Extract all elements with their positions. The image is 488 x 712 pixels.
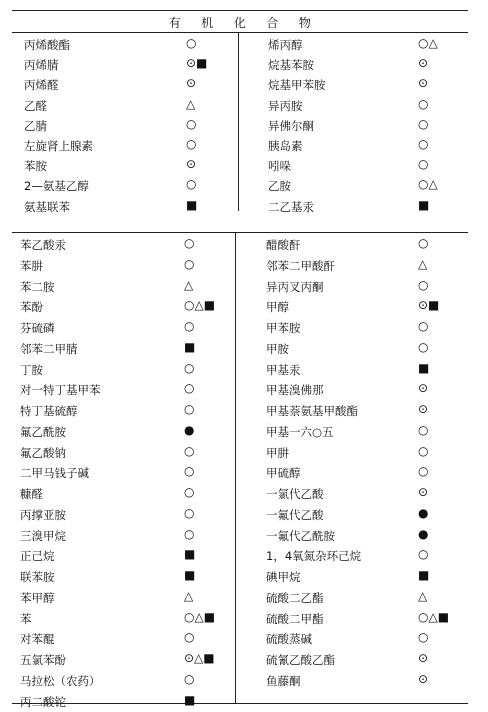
hazard-symbol: ⊙ xyxy=(418,672,428,686)
top-left-column xyxy=(24,35,234,217)
table-row xyxy=(20,567,232,588)
compound-name: 甲醇 xyxy=(266,299,289,315)
hazard-symbol: ⊙△■ xyxy=(184,651,215,665)
compound-name: 乙腈 xyxy=(24,118,47,134)
hazard-symbol: ■ xyxy=(418,568,429,582)
hazard-symbol: △ xyxy=(418,589,427,603)
table-row xyxy=(24,176,234,196)
table-row xyxy=(20,546,232,567)
hazard-symbol: △ xyxy=(184,589,193,603)
compound-name: 联苯胺 xyxy=(20,569,55,585)
hazard-symbol: ○ xyxy=(418,137,428,151)
compound-name: 马拉松（农药） xyxy=(20,673,101,689)
hazard-symbol: ○ xyxy=(184,506,194,520)
compound-name: 醋酸酐 xyxy=(266,237,301,253)
compound-name: 糠醛 xyxy=(20,486,43,502)
hazard-symbol: ○ xyxy=(418,319,428,333)
table-row xyxy=(266,318,468,339)
table-row xyxy=(266,297,468,318)
hazard-symbol: ○ xyxy=(418,97,428,111)
compound-name: 甲基汞 xyxy=(266,362,301,378)
compound-name: 丙撑亚胺 xyxy=(20,507,66,523)
compound-name: 五氯苯酚 xyxy=(20,652,66,668)
compound-name: 1，4氧氮杂环己烷 xyxy=(266,548,361,564)
hazard-symbol: ○ xyxy=(418,117,428,131)
table-row xyxy=(24,116,234,136)
hazard-symbol: ○△■ xyxy=(184,610,215,624)
compound-name: 烯丙醇 xyxy=(268,37,303,53)
hazard-symbol: ○ xyxy=(186,177,196,191)
table-row xyxy=(24,156,234,176)
compound-name: 对苯醌 xyxy=(20,631,55,647)
hazard-symbol: ■ xyxy=(184,568,195,582)
table-row xyxy=(266,277,468,298)
compound-name: 丙烯醛 xyxy=(24,77,59,93)
hazard-symbol: ● xyxy=(418,506,428,520)
table-top-rule xyxy=(12,10,468,11)
hazard-symbol: ○ xyxy=(184,236,194,250)
hazard-symbol: ■ xyxy=(184,340,195,354)
table-row xyxy=(20,256,232,277)
compound-name: 甲胺 xyxy=(266,341,289,357)
compound-name: 甲基萘氨基甲酸酯 xyxy=(266,403,358,419)
hazard-symbol: ○ xyxy=(418,157,428,171)
table-row xyxy=(24,75,234,95)
hazard-symbol: ○ xyxy=(184,319,194,333)
compound-name: 正己烷 xyxy=(20,548,55,564)
hazard-symbol: ○ xyxy=(418,423,428,437)
hazard-symbol: ○ xyxy=(184,402,194,416)
hazard-symbol: ○△ xyxy=(418,36,438,50)
hazard-symbol: ■ xyxy=(186,198,197,212)
hazard-symbol: ○ xyxy=(184,464,194,478)
hazard-symbol: ■ xyxy=(418,361,429,375)
hazard-symbol: ○ xyxy=(184,361,194,375)
hazard-symbol: ○△■ xyxy=(418,610,449,624)
compound-name: 吲哚 xyxy=(268,158,291,174)
table-row xyxy=(266,484,468,505)
table-row xyxy=(20,484,232,505)
table-row xyxy=(24,197,234,217)
table-row xyxy=(266,650,468,671)
hazard-symbol: ⊙■ xyxy=(186,56,207,70)
hazard-symbol: ⊙ xyxy=(418,76,428,90)
compound-name: 芬硫磷 xyxy=(20,320,55,336)
table-row xyxy=(268,136,468,156)
table-row xyxy=(266,526,468,547)
hazard-symbol: ○△■ xyxy=(184,298,215,312)
table-row xyxy=(20,443,232,464)
hazard-symbol: ■ xyxy=(418,198,429,212)
table-row xyxy=(266,567,468,588)
table-row xyxy=(20,463,232,484)
compound-name: 二甲马钱子碱 xyxy=(20,465,89,481)
compound-name: 丁胺 xyxy=(20,362,43,378)
hazard-symbol: ○ xyxy=(418,547,428,561)
compound-name: 甲硫醇 xyxy=(266,465,301,481)
compound-name: 甲基一六○五 xyxy=(266,424,334,440)
compound-name: 一氟代乙酰胺 xyxy=(266,528,335,544)
table-row xyxy=(268,156,468,176)
compound-name: 乙胺 xyxy=(268,178,291,194)
table-row xyxy=(20,235,232,256)
compound-name: 三溴甲烷 xyxy=(20,528,66,544)
hazard-symbol: ○ xyxy=(184,527,194,541)
table-row xyxy=(266,588,468,609)
table-row xyxy=(266,463,468,484)
hazard-symbol: ⊙ xyxy=(418,651,428,665)
table-row xyxy=(266,629,468,650)
compound-name: 异丙胺 xyxy=(268,98,303,114)
compound-name: 苯甲醇 xyxy=(20,590,55,606)
top-column-divider xyxy=(238,33,239,211)
table-row xyxy=(266,360,468,381)
table-row xyxy=(268,176,468,196)
table-row xyxy=(266,256,468,277)
compound-name: 二乙基汞 xyxy=(268,199,314,215)
hazard-symbol: ○ xyxy=(418,236,428,250)
compound-name: 异佛尔酮 xyxy=(268,118,314,134)
table-row xyxy=(20,401,232,422)
compound-name: 苯乙酸汞 xyxy=(20,237,66,253)
compound-name: 鱼藤酮 xyxy=(266,673,301,689)
compound-name: 丙烯腈 xyxy=(24,57,59,73)
table-row xyxy=(266,422,468,443)
table-row xyxy=(20,360,232,381)
bottom-right-column xyxy=(266,235,468,692)
hazard-symbol: ○ xyxy=(418,340,428,354)
table-row xyxy=(266,380,468,401)
compound-name: 2—氨基乙醇 xyxy=(24,178,89,194)
hazard-symbol: ○ xyxy=(186,137,196,151)
hazard-symbol: ⊙ xyxy=(186,157,196,171)
hazard-symbol: △ xyxy=(186,97,195,111)
compound-name: 特丁基硫醇 xyxy=(20,403,78,419)
table-row xyxy=(268,55,468,75)
table-row xyxy=(268,35,468,55)
table-row xyxy=(268,96,468,116)
table-row xyxy=(20,318,232,339)
table-row xyxy=(20,650,232,671)
compound-name: 硫酸二乙酯 xyxy=(266,590,324,606)
hazard-symbol: ○ xyxy=(418,444,428,458)
hazard-symbol: ○ xyxy=(418,464,428,478)
hazard-symbol: ⊙ xyxy=(418,381,428,395)
hazard-symbol: ○ xyxy=(184,485,194,499)
compound-name: 苯 xyxy=(20,611,32,627)
compound-name: 碘甲烷 xyxy=(266,569,301,585)
hazard-symbol: ○ xyxy=(418,278,428,292)
compound-name: 烷基甲苯胺 xyxy=(268,77,326,93)
compound-name: 乙醛 xyxy=(24,98,47,114)
table-row xyxy=(20,277,232,298)
compound-name: 硫氰乙酸乙酯 xyxy=(266,652,335,668)
table-row xyxy=(20,297,232,318)
compound-name: 一氯代乙酸 xyxy=(266,486,324,502)
table-row xyxy=(268,116,468,136)
bottom-column-divider xyxy=(235,233,236,703)
table-row xyxy=(20,609,232,630)
hazard-symbol: ⊙ xyxy=(418,485,428,499)
top-right-column xyxy=(268,35,468,217)
hazard-symbol: ■ xyxy=(184,693,195,707)
table-row xyxy=(24,55,234,75)
hazard-symbol: ⊙ xyxy=(418,402,428,416)
compound-name: 苯二胺 xyxy=(20,279,55,295)
header-rule xyxy=(12,32,468,33)
hazard-symbol: △ xyxy=(184,278,193,292)
compound-name: 甲苯胺 xyxy=(266,320,301,336)
compound-name: 一氟代乙酸 xyxy=(266,507,324,523)
hazard-symbol: ● xyxy=(418,527,428,541)
table-row xyxy=(266,505,468,526)
table-row xyxy=(24,35,234,55)
hazard-symbol: ● xyxy=(184,423,194,437)
compound-name: 异丙叉丙酮 xyxy=(266,279,324,295)
table-row xyxy=(266,546,468,567)
hazard-symbol: ○△ xyxy=(418,177,438,191)
table-row xyxy=(20,339,232,360)
table-row xyxy=(268,197,468,217)
hazard-symbol: ○ xyxy=(184,444,194,458)
compound-name: 氟乙酰胺 xyxy=(20,424,66,440)
compound-name: 苯胺 xyxy=(24,158,47,174)
compound-name: 左旋肾上腺素 xyxy=(24,138,93,154)
hazard-symbol: ○ xyxy=(186,36,196,50)
table-row xyxy=(20,422,232,443)
compound-name: 丙二酸铊 xyxy=(20,694,66,710)
compound-name: 对一特丁基甲苯 xyxy=(20,382,101,398)
hazard-symbol: ○ xyxy=(184,672,194,686)
compound-name: 甲肼 xyxy=(266,445,289,461)
table-row xyxy=(24,96,234,116)
section-separator-rule xyxy=(12,232,468,233)
compound-name: 氨基联苯 xyxy=(24,199,70,215)
hazard-symbol: ○ xyxy=(186,117,196,131)
table-row xyxy=(268,75,468,95)
compound-name: 胰岛素 xyxy=(268,138,303,154)
hazard-symbol: ○ xyxy=(184,630,194,644)
hazard-symbol: ○ xyxy=(184,381,194,395)
compound-name: 丙烯酸酯 xyxy=(24,37,70,53)
hazard-symbol: ⊙ xyxy=(186,76,196,90)
compound-name: 烷基苯胺 xyxy=(268,57,314,73)
table-row xyxy=(24,136,234,156)
table-row xyxy=(266,671,468,692)
table-row xyxy=(20,671,232,692)
bottom-left-column xyxy=(20,235,232,712)
table-row xyxy=(266,443,468,464)
hazard-symbol: ⊙ xyxy=(418,56,428,70)
table-row xyxy=(266,609,468,630)
hazard-symbol: ■ xyxy=(184,547,195,561)
compound-name: 苯酚 xyxy=(20,299,43,315)
compound-name: 硫酸二甲酯 xyxy=(266,611,324,627)
table-title: 有 机 化 合 物 xyxy=(12,14,468,31)
table-row xyxy=(20,526,232,547)
compound-name: 邻苯二甲酸酐 xyxy=(266,258,335,274)
compound-name: 硫酸蒸碱 xyxy=(266,631,312,647)
table-row xyxy=(20,380,232,401)
table-row xyxy=(266,401,468,422)
compound-name: 邻苯二甲腈 xyxy=(20,341,78,357)
hazard-symbol: ⊙■ xyxy=(418,298,439,312)
compound-name: 苯肼 xyxy=(20,258,43,274)
table-row xyxy=(266,339,468,360)
compound-name: 氟乙酸钠 xyxy=(20,445,66,461)
compound-name: 甲基溴佛那 xyxy=(266,382,324,398)
table-row xyxy=(20,629,232,650)
table-row xyxy=(20,505,232,526)
table-row xyxy=(20,588,232,609)
hazard-symbol: ○ xyxy=(184,257,194,271)
hazard-symbol: ○ xyxy=(418,630,428,644)
hazard-symbol: △ xyxy=(418,257,427,271)
table-row xyxy=(266,235,468,256)
